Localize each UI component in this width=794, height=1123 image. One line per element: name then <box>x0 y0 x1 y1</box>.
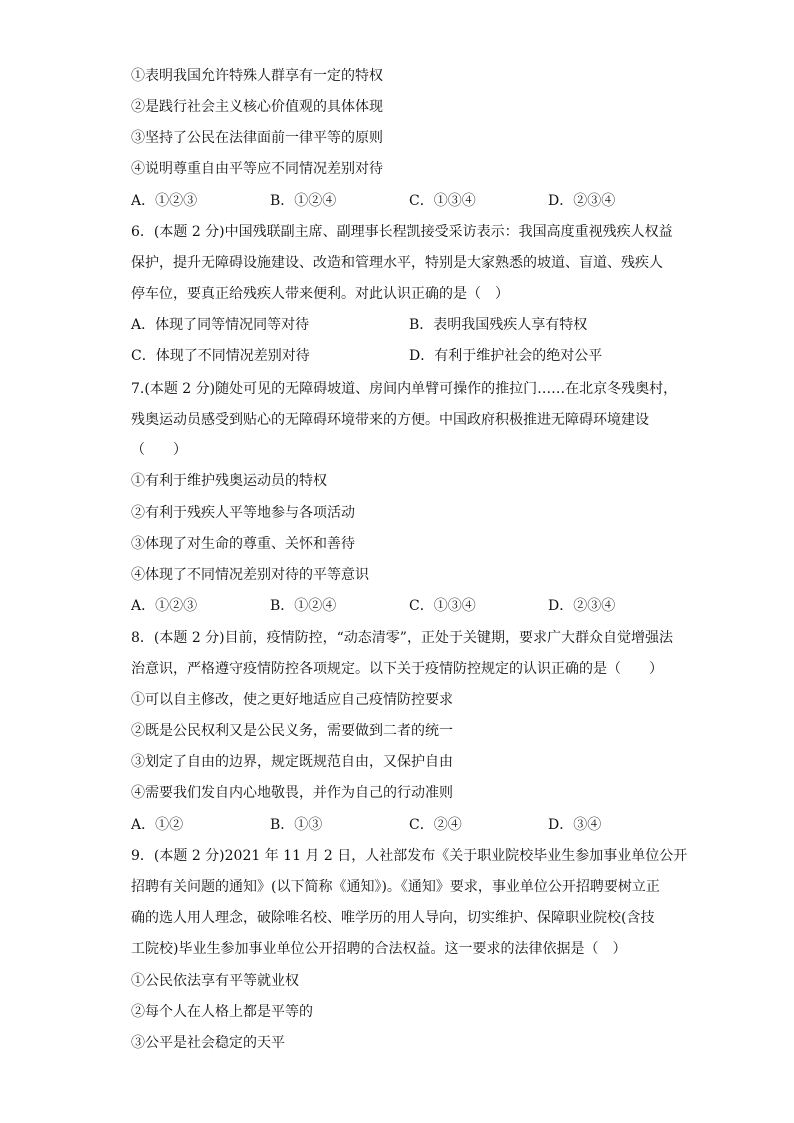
q5-statement-1: ①表明我国允许特殊人群享有一定的特权 <box>131 68 383 84</box>
q7-stem-line-1: 7.(本题 2 分)随处可见的无障碍坡道、房间内单臂可操作的推拉门……在北京冬残奥村， <box>131 381 678 397</box>
q5-option-d: D．②③④ <box>548 193 616 209</box>
q7-statement-1: ①有利于维护残奥运动员的特权 <box>131 473 327 489</box>
q8-statement-4: ④需要我们发自内心地敬畏，并作为自己的行动准则 <box>131 785 453 801</box>
q8-option-a: A．①② <box>131 817 184 833</box>
q7-statement-3: ③体现了对生命的尊重、关怀和善待 <box>131 536 355 552</box>
q9-statement-3: ③公平是社会稳定的天平 <box>131 1035 285 1051</box>
q5-option-b: B．①②④ <box>270 193 337 209</box>
q8-statement-2: ②既是公民权利又是公民义务，需要做到二者的统一 <box>131 723 453 739</box>
q9-stem-line-3: 确的选人用人理念，破除唯名校、唯学历的用人导向，切实维护、保障职业院校(含技 <box>131 910 655 926</box>
q9-stem-line-2: 招聘有关问题的通知》(以下简称《通知》)。《通知》要求，事业单位公开招聘要树立正 <box>131 879 660 895</box>
q6-stem-line-3: 停车位，要真正给残疾人带来便利。对此认识正确的是（ ） <box>131 286 509 302</box>
q6-option-d: D．有利于维护社会的绝对公平 <box>409 348 603 364</box>
q9-statement-2: ②每个人在人格上都是平等的 <box>131 1004 313 1020</box>
q5-option-c: C．①③④ <box>409 193 476 209</box>
q9-statement-1: ①公民依法享有平等就业权 <box>131 973 299 989</box>
q6-stem-line-1: 6．(本题 2 分)中国残联副主席、副理事长程凯接受采访表示：我国高度重视残疾人权益 <box>131 224 673 240</box>
q7-statement-4: ④体现了不同情况差别对待的平等意识 <box>131 567 369 583</box>
q8-statement-1: ①可以自主修改，使之更好地适应自己疫情防控要求 <box>131 692 453 708</box>
q8-stem-line-1: 8．(本题 2 分)目前，疫情防控，“动态清零”，正处于关键期，要求广大群众自觉增强法 <box>131 630 673 646</box>
q7-option-c: C．①③④ <box>409 598 476 614</box>
q7-option-d: D．②③④ <box>548 598 616 614</box>
q5-option-a: A．①②③ <box>131 193 198 209</box>
q8-option-b: B．①③ <box>270 817 323 833</box>
q8-option-c: C．②④ <box>409 817 462 833</box>
q6-stem-line-2: 保护，提升无障碍设施建设、改造和管理水平，特别是大家熟悉的坡道、盲道、残疾人 <box>131 255 663 271</box>
q6-option-a: A．体现了同等情况同等对待 <box>131 317 310 333</box>
q8-option-d: D．③④ <box>548 817 602 833</box>
q8-stem-line-2: 治意识，严格遵守疫情防控各项规定。以下关于疫情防控规定的认识正确的是（ ） <box>131 661 663 677</box>
q5-statement-4: ④说明尊重自由平等应不同情况差别对待 <box>131 161 383 177</box>
q7-stem-line-3: （ ） <box>131 442 187 458</box>
q8-statement-3: ③划定了自由的边界，规定既规范自由，又保护自由 <box>131 754 453 770</box>
q7-option-a: A．①②③ <box>131 598 198 614</box>
q7-option-b: B．①②④ <box>270 598 337 614</box>
q9-stem-line-1: 9．(本题 2 分)2021 年 11 月 2 日，人社部发布《关于职业院校毕业生参加事业单位公开 <box>131 848 688 864</box>
q5-statement-3: ③坚持了公民在法律面前一律平等的原则 <box>131 130 383 146</box>
q6-option-b: B．表明我国残疾人享有特权 <box>409 317 588 333</box>
q7-stem-line-2: 残奥运动员感受到贴心的无障碍环境带来的方便。中国政府积极推进无障碍环境建设 <box>131 412 649 428</box>
q7-statement-2: ②有利于残疾人平等地参与各项活动 <box>131 505 355 521</box>
q5-statement-2: ②是践行社会主义核心价值观的具体体现 <box>131 99 383 115</box>
q6-option-c: C．体现了不同情况差别对待 <box>131 348 310 364</box>
q9-stem-line-4: 工院校)毕业生参加事业单位公开招聘的合法权益。这一要求的法律依据是（ ） <box>131 941 627 957</box>
